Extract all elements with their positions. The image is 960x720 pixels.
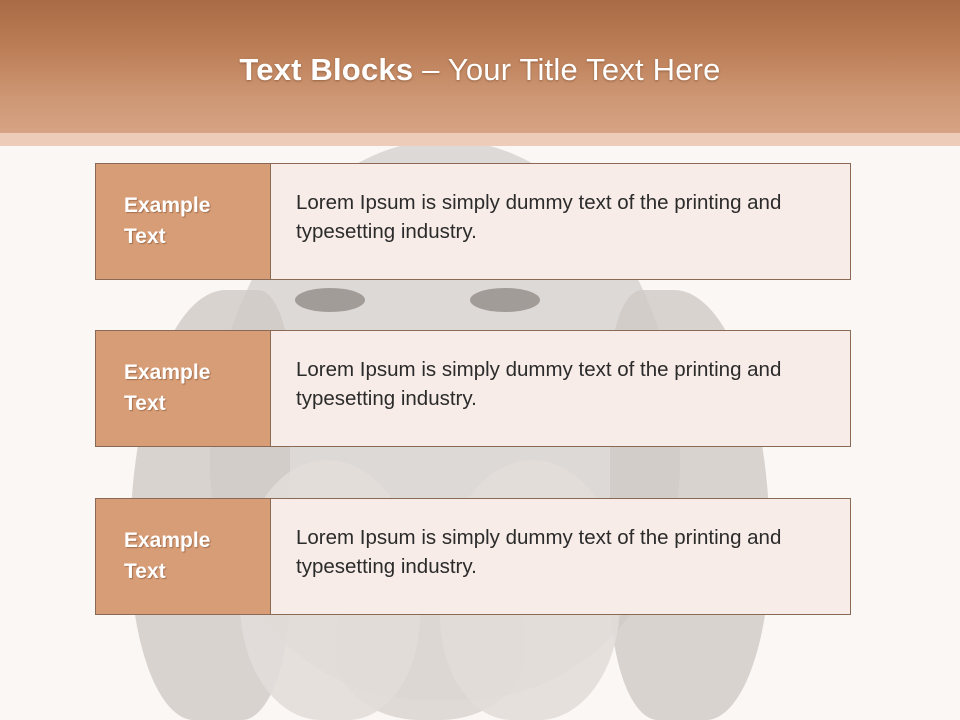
text-block-row[interactable]	[95, 163, 851, 280]
text-block-row[interactable]	[95, 330, 851, 447]
text-block-label-line2: Text	[124, 559, 166, 583]
text-block-label	[96, 164, 271, 279]
page-title-bold: Text Blocks	[239, 52, 414, 87]
page-title-separator: –	[413, 52, 448, 87]
text-block-label-line1: Example	[124, 529, 211, 553]
text-block-body: Lorem Ipsum is simply dummy text of the printing and typesetting industry.	[271, 164, 850, 279]
text-block-label	[96, 331, 271, 446]
text-block-row[interactable]	[95, 498, 851, 615]
text-block-label-line2: Text	[124, 224, 166, 248]
page-title-light: Your Title Text Here	[447, 52, 721, 87]
page-title	[0, 52, 960, 88]
text-block-label	[96, 499, 271, 614]
text-block-label-line1: Example	[124, 194, 211, 218]
text-block-label-line2: Text	[124, 391, 166, 415]
header-band	[0, 0, 960, 133]
header-accent-band	[0, 133, 960, 146]
text-block-body: Lorem Ipsum is simply dummy text of the printing and typesetting industry.	[271, 331, 850, 446]
text-block-label-line1: Example	[124, 361, 211, 385]
text-block-body: Lorem Ipsum is simply dummy text of the printing and typesetting industry.	[271, 499, 850, 614]
